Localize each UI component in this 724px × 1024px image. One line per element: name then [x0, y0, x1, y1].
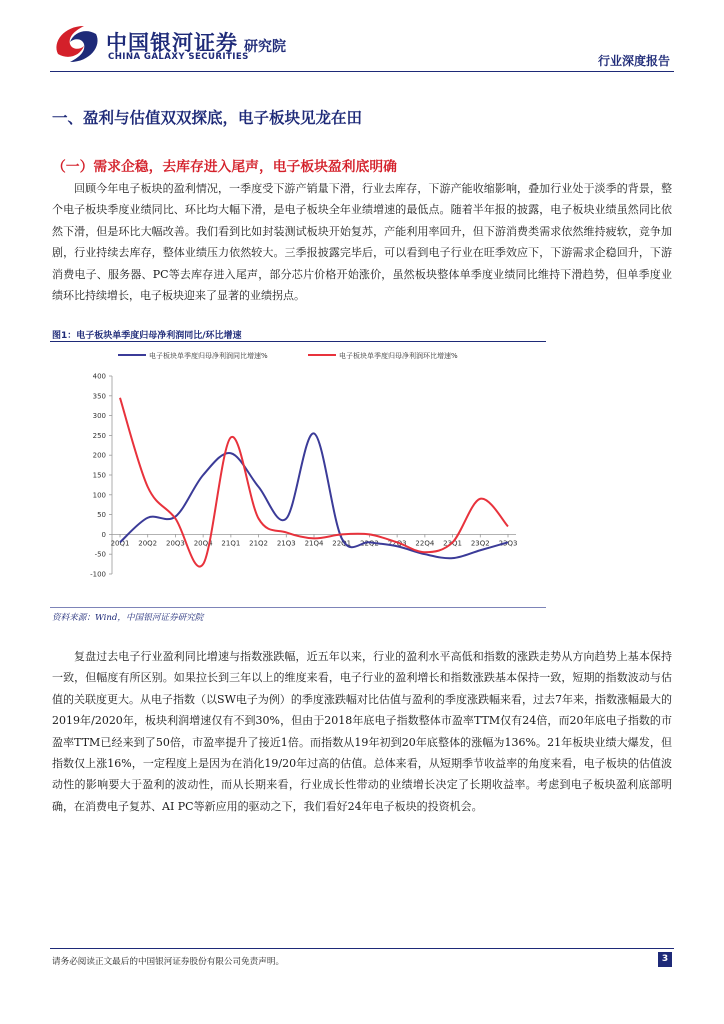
x-tick-label: 21Q2: [249, 539, 269, 548]
body-paragraph-2: [52, 646, 672, 817]
x-tick-label: 22Q2: [359, 539, 379, 548]
y-axis: [90, 373, 112, 579]
brand-name-cn: 中国银河证券: [106, 31, 238, 55]
figure-title-divider: [50, 341, 546, 342]
section-heading: 一、盈利与估值双双探底，电子板块见龙在田: [52, 109, 363, 127]
y-tick-label: 150: [92, 471, 106, 480]
division-label: 研究院: [244, 39, 286, 55]
x-tick-label: 21Q3: [276, 539, 296, 548]
x-tick-label: 22Q3: [387, 539, 407, 548]
source-divider: [50, 607, 546, 608]
x-tick-label: 23Q1: [443, 539, 463, 548]
x-tick-label: 20Q4: [193, 539, 213, 548]
legend-label-series-2: 电子板块单季度归母净利润环比增速%: [339, 352, 458, 360]
x-tick-label: 22Q1: [332, 539, 352, 548]
x-tick-label: 23Q3: [498, 539, 518, 548]
figure-source: 资料来源：Wind，中国银河证券研究院: [52, 613, 204, 623]
company-logo-icon: [50, 20, 102, 68]
disclaimer-text: 请务必阅读正文最后的中国银河证券股份有限公司免责声明。: [52, 957, 285, 967]
footer-divider: [50, 948, 674, 949]
y-tick-label: 250: [92, 431, 106, 440]
chart-legend: [118, 351, 458, 360]
x-tick-label: 21Q4: [304, 539, 324, 548]
report-type-label: 行业深度报告: [597, 54, 670, 68]
y-tick-label: 0: [101, 530, 106, 539]
y-tick-label: 50: [97, 511, 106, 520]
paragraph-text: 回顾今年电子板块的盈利情况，一季度受下游产销量下滑，行业去库存，下游产能收缩影响，叠加行业处于淡季的背景，整个电子板块季度业绩同比、环比均大幅下滑，是电子板块全年业绩增速的最低点。随着半年报的披露，电子板块业绩虽然同比依然下滑，但是环比大幅改善。我们看到比如封装测试板块开始复苏，产能利用率回升，但下游消费类需求依然维持疲软，竞争加剧，行业持续去库存，整体业绩压力依然较大。三季报披露完毕后，可以看到电子行业在旺季效应下，下游需求企稳回升，下游消费电子、服务器、PC等去库存进入尾声，部分芯片价格开始涨价，虽然板块整体单季度业绩同比维持下滑趋势，但单季度业绩环比持续增长，电子板块迎来了显著的业绩拐点。: [52, 182, 672, 303]
legend-label-series-1: 电子板块单季度归母净利润同比增速%: [149, 352, 268, 360]
x-tick-label: 20Q1: [110, 539, 130, 548]
y-tick-label: 350: [92, 392, 106, 401]
x-tick-label: 21Q1: [221, 539, 241, 548]
paragraph-text: 复盘过去电子行业盈利同比增速与指数涨跌幅，近五年以来，行业的盈利水平高低和指数的涨跌走势从方向趋势上基本保持一致，但幅度有所区别。如果拉长到三年以上的维度来看，电子行业的盈利增长和指数涨跌基本保持一致，短期的指数波动与估值的关联度更大。从电子指数（以SW电子为例）的季度涨跌幅对比估值与盈利的季度涨跌幅来看，过去7年来，指数涨幅最大的2019年/2020年，板块利润增速仅有不到30%，但由于2018年底电子指数整体市盈率TTM仅有24倍，而20年底电子指数的市盈率TTM已经来到了50倍，市盈率提升了接近1倍。而指数从19年初到20年底整体的涨幅为136%。21年板块业绩大爆发，但指数仅上涨16%，一定程度上是因为在消化19/20年过高的估值。总体来看，从短期季节收益率的角度来看，电子板块的估值波动性的影响要大于盈利的波动性，而从长期来看，行业成长性带动的业绩增长决定了长期收益率。考虑到电子板块盈利底部明确，在消费电子复苏、AI PC等新应用的驱动之下，我们看好24年电子板块的投资机会。: [52, 650, 672, 813]
header-divider: [50, 71, 674, 72]
figure-title: 图1：电子板块单季度归母净利润同比/环比增速: [52, 331, 242, 341]
y-tick-label: -50: [94, 550, 106, 559]
x-tick-label: 23Q2: [470, 539, 490, 548]
brand-name-en: CHINA GALAXY SECURITIES: [108, 52, 249, 62]
line-chart: [50, 344, 546, 604]
y-tick-label: -100: [90, 570, 106, 579]
body-paragraph-1: [52, 178, 672, 306]
x-tick-label: 20Q3: [165, 539, 185, 548]
page-number: 3: [658, 952, 672, 967]
y-tick-label: 400: [92, 372, 106, 381]
x-tick-label: 22Q4: [415, 539, 435, 548]
x-tick-label: 20Q2: [138, 539, 158, 548]
y-tick-label: 200: [92, 451, 106, 460]
y-tick-label: 300: [92, 412, 106, 421]
subsection-heading: （一）需求企稳，去库存进入尾声，电子板块盈利底明确: [52, 159, 397, 175]
y-tick-label: 100: [92, 491, 106, 500]
